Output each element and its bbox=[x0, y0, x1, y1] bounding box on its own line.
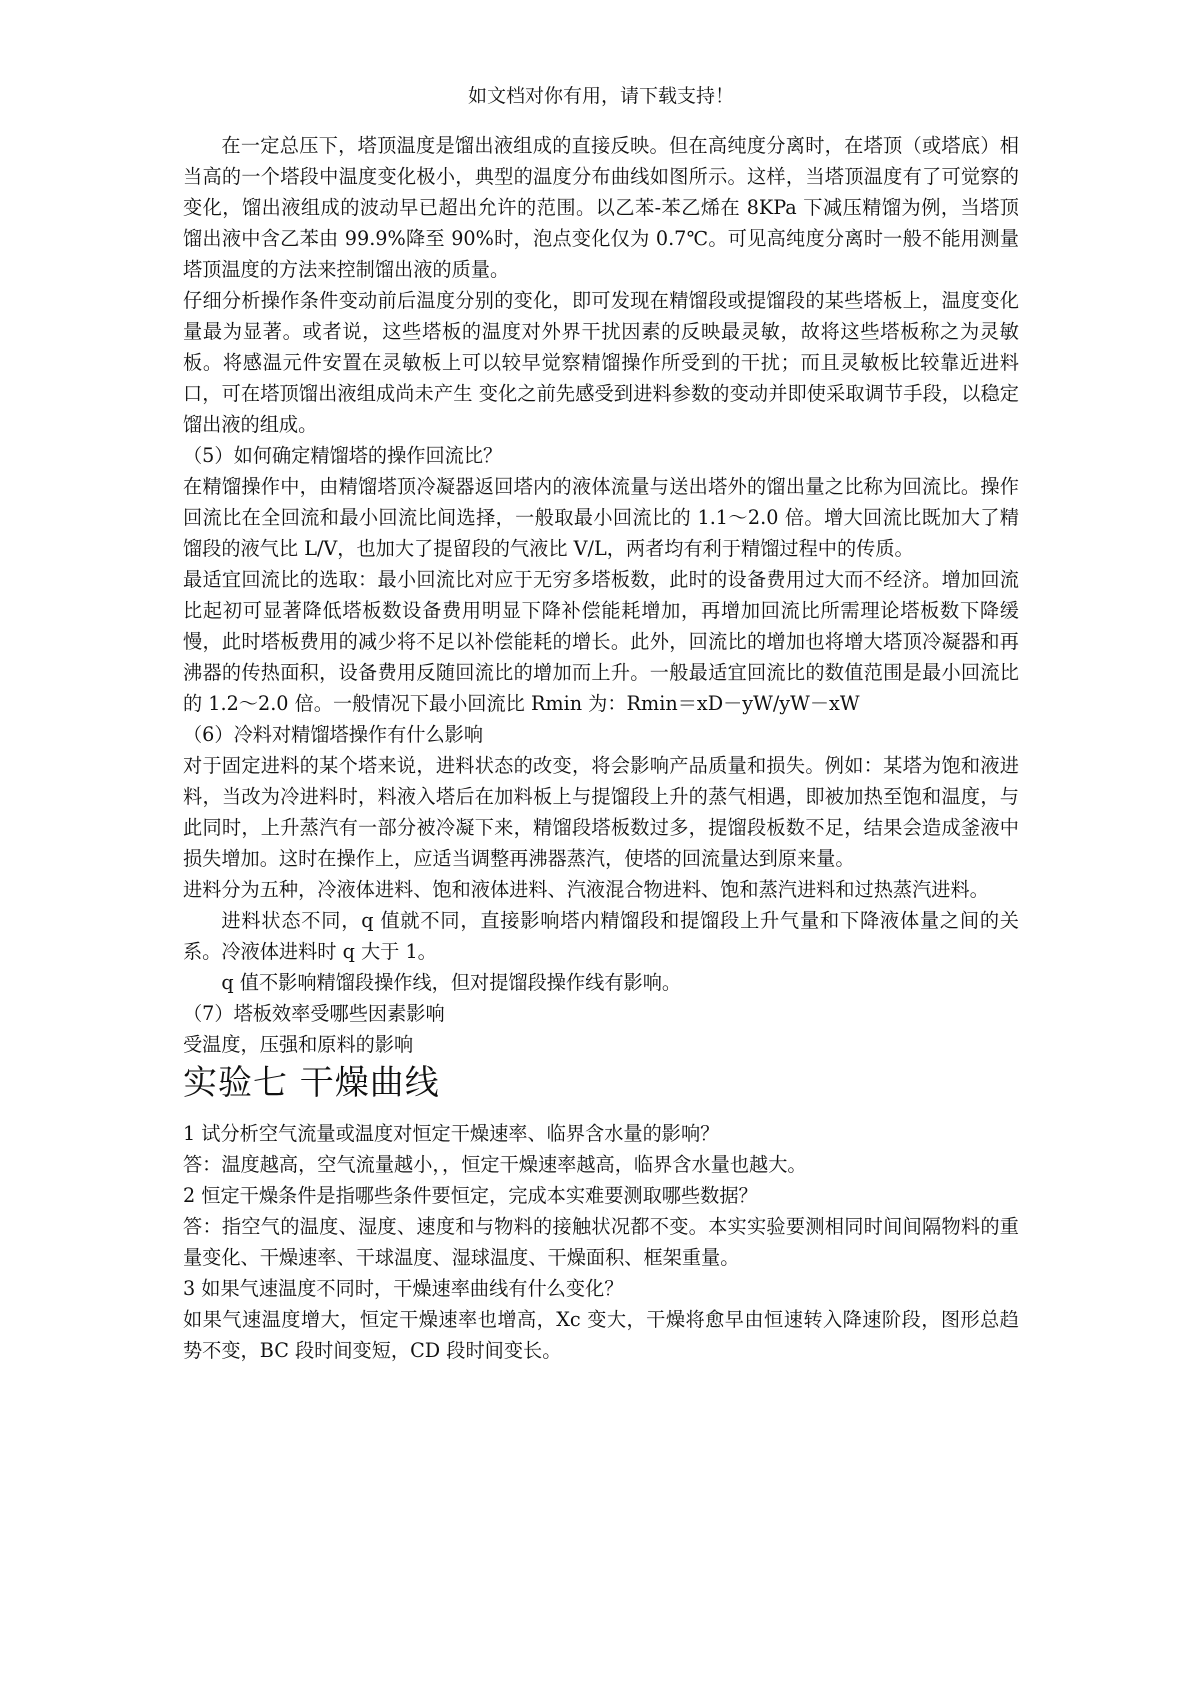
para-feed-types: 进料分为五种，冷液体进料、饱和液体进料、汽液混合物进料、饱和蒸汽进料和过热蒸汽进料。 bbox=[183, 878, 989, 901]
document-page bbox=[183, 82, 1019, 1366]
para-reflux-ratio: 在精馏操作中，由精馏塔顶冷凝器返回塔内的液体流量与送出塔外的馏出量之比称为回流比。操作回流比在全回流和最小回流比间选择，一般取最小回流比的 1.1～2.0 倍。增大回流比既加大了精馏段的液气比 L/V，也加大了提留段的气液比 V/L，两者均有利于精馏过程中的传质。 bbox=[183, 475, 1019, 560]
para-top-temperature: 在一定总压下，塔顶温度是馏出液组成的直接反映。但在高纯度分离时，在塔顶（或塔底）相当高的一个塔段中温度变化极小，典型的温度分布曲线如图所示。这样，当塔顶温度有了可觉察的变化，馏出液组成的波动早已超出允许的范围。以乙苯-苯乙烯在 8KPa 下减压精馏为例，当塔顶馏出液中含乙苯由 99.9%降至 90%时，泡点变化仅为 0.7℃。可见高纯度分离时一般不能用测量塔顶温度的方法来控制馏出液的质量。 bbox=[183, 134, 1019, 281]
para-q-value: 进料状态不同，q 值就不同，直接影响塔内精馏段和提馏段上升气量和下降液体量之间的关系。冷液体进料时 q 大于 1。 bbox=[183, 909, 1019, 963]
drying-answer-3: 如果气速温度增大，恒定干燥速率也增高，Xc 变大，干燥将愈早由恒速转入降速阶段，图形总趋势不变，BC 段时间变短，CD 段时间变长。 bbox=[183, 1308, 1019, 1362]
drying-question-3: 3 如果气速温度不同时，干燥速率曲线有什么变化？ bbox=[183, 1277, 624, 1300]
drying-answer-1: 答：温度越高，空气流量越小，，恒定干燥速率越高，临界含水量也越大。 bbox=[183, 1153, 807, 1176]
para-sensitive-plate: 仔细分析操作条件变动前后温度分别的变化，即可发现在精馏段或提馏段的某些塔板上，温度变化量最为显著。或者说，这些塔板的温度对外界干扰因素的反映最灵敏，故将这些塔板称之为灵敏板。将感温元件安置在灵敏板上可以较早觉察精馏操作所受到的干扰；而且灵敏板比较靠近进料口，可在塔顶馏出液组成尚未产生 变化之前先感受到进料参数的变动并即使采取调节手段，以稳定馏出液的组成。 bbox=[183, 289, 1019, 436]
drying-question-1: 1 试分析空气流量或温度对恒定干燥速率、临界含水量的影响？ bbox=[183, 1122, 720, 1145]
drying-question-2: 2 恒定干燥条件是指哪些条件要恒定，完成本实难要测取哪些数据？ bbox=[183, 1184, 758, 1207]
para-q-operating-line: q 值不影响精馏段操作线，但对提馏段操作线有影响。 bbox=[221, 971, 682, 994]
para-cold-feed: 对于固定进料的某个塔来说，进料状态的改变，将会影响产品质量和损失。例如：某塔为饱和液进料，当改为冷进料时，料液入塔后在加料板上与提馏段上升的蒸气相遇，即被加热至饱和温度，与此同时，上升蒸汽有一部分被冷凝下来，精馏段塔板数过多，提馏段板数不足，结果会造成釜液中损失增加。这时在操作上，应适当调整再沸器蒸汽，使塔的回流量达到原来量。 bbox=[183, 754, 1019, 870]
answer-7: 受温度，压强和原料的影响 bbox=[183, 1033, 414, 1056]
para-optimal-reflux: 最适宜回流比的选取：最小回流比对应于无穷多塔板数，此时的设备费用过大而不经济。增加回流比起初可显著降低塔板数设备费用明显下降补偿能耗增加，再增加回流比所需理论塔板数下降缓慢，此时塔板费用的减少将不足以补偿能耗的增长。此外，回流比的增加也将增大塔顶冷凝器和再沸器的传热面积，设备费用反随回流比的增加而上升。一般最适宜回流比的数值范围是最小回流比的 1.2～2.0 倍。一般情况下最小回流比 Rmin 为：Rmin＝xD－yW/yW－xW bbox=[183, 568, 1019, 715]
question-6: （6）冷料对精馏塔操作有什么影响 bbox=[183, 723, 484, 746]
question-5: （5）如何确定精馏塔的操作回流比？ bbox=[183, 444, 503, 467]
section-heading: 实验七 干燥曲线 bbox=[183, 1063, 440, 1103]
question-7: （7）塔板效率受哪些因素影响 bbox=[183, 1002, 445, 1025]
page-header: 如文档对你有用，请下载支持！ bbox=[467, 85, 734, 107]
drying-answer-2: 答：指空气的温度、湿度、速度和与物料的接触状况都不变。本实实验要测相同时间间隔物料的重量变化、干燥速率、干球温度、湿球温度、干燥面积、框架重量。 bbox=[183, 1215, 1019, 1269]
